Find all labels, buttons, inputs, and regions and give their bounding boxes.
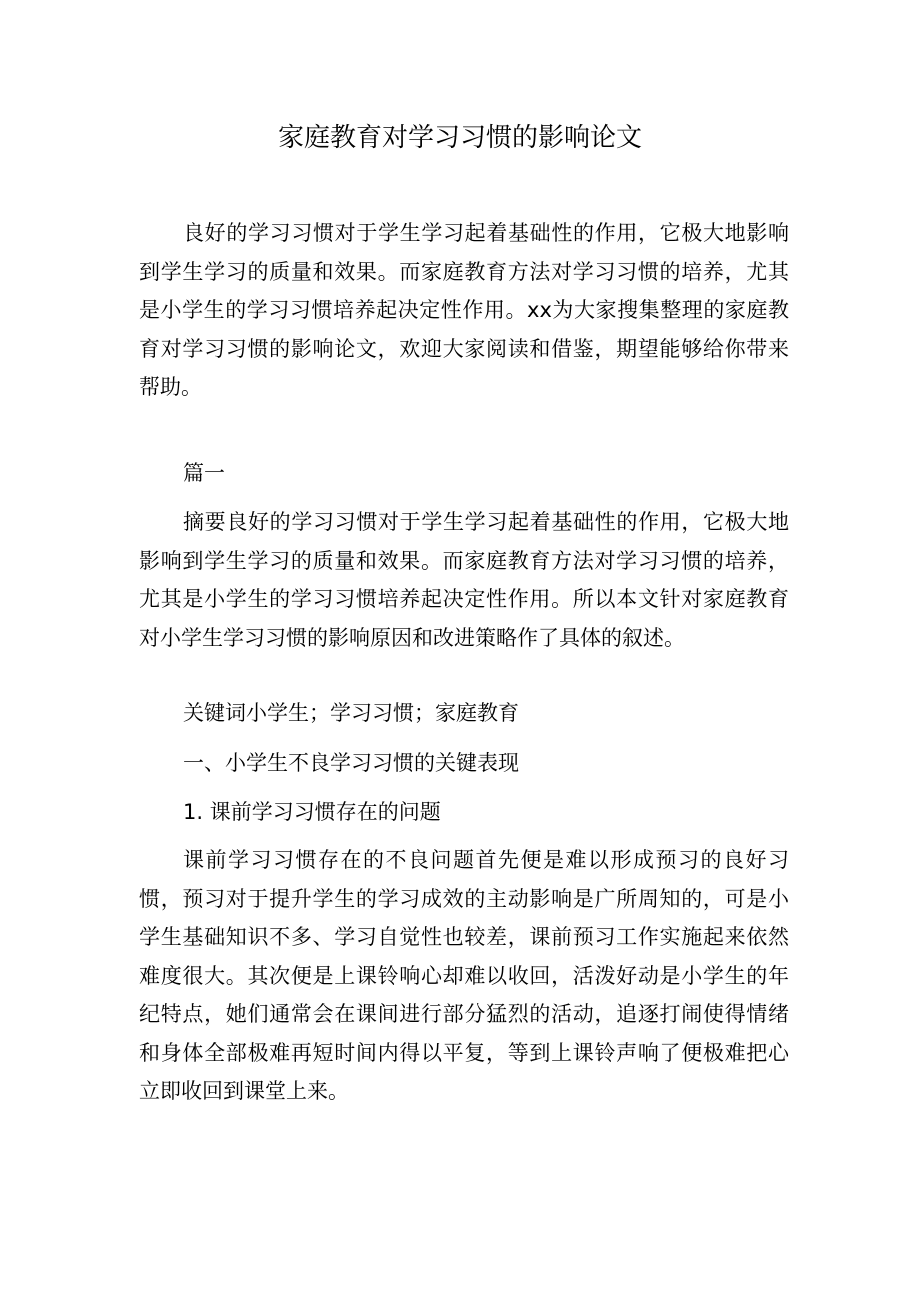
document-title: 家庭教育对学习习惯的影响论文 — [277, 123, 642, 153]
abstract-paragraph: 摘要良好的学习习惯对于学生学习起着基础性的作用，它极大地影响到学生学习的质量和效果。而家庭教育方法对学习习惯的培养，尤其是小学生的学习习惯培养起决定性作用。所以本文针对家庭教育对小学生学习习惯的影响原因和改进策略作了具体的叙述。 — [139, 510, 789, 650]
section-heading: 一、小学生不良学习习惯的关键表现 — [183, 751, 519, 775]
keywords-line: 关键词小学生；学习习惯；家庭教育 — [183, 701, 519, 725]
intro-paragraph: 良好的学习习惯对于学生学习起着基础性的作用，它极大地影响到学生学习的质量和效果。而家庭教育方法对学习习惯的培养，尤其是小学生的学习习惯培养起决定性作用。xx为大家搜集整理的家庭教育对学习习惯的影响论文，欢迎大家阅读和借鉴，期望能够给你带来帮助。 — [139, 221, 789, 399]
part-heading: 篇一 — [183, 461, 225, 485]
subsection-heading: 1. 课前学习习惯存在的问题 — [183, 800, 441, 824]
body-paragraph: 课前学习习惯存在的不良问题首先便是难以形成预习的良好习惯，预习对于提升学生的学习成效的主动影响是广所周知的，可是小学生基础知识不多、学习自觉性也较差，课前预习工作实施起来依然难度很大。其次便是上课铃响心却难以收回，活泼好动是小学生的年纪特点，她们通常会在课间进行部分猛烈的活动，追逐打闹使得情绪和身体全部极难再短时间内得以平复，等到上课铃声响了便极难把心立即收回到课堂上来。 — [139, 848, 789, 1103]
